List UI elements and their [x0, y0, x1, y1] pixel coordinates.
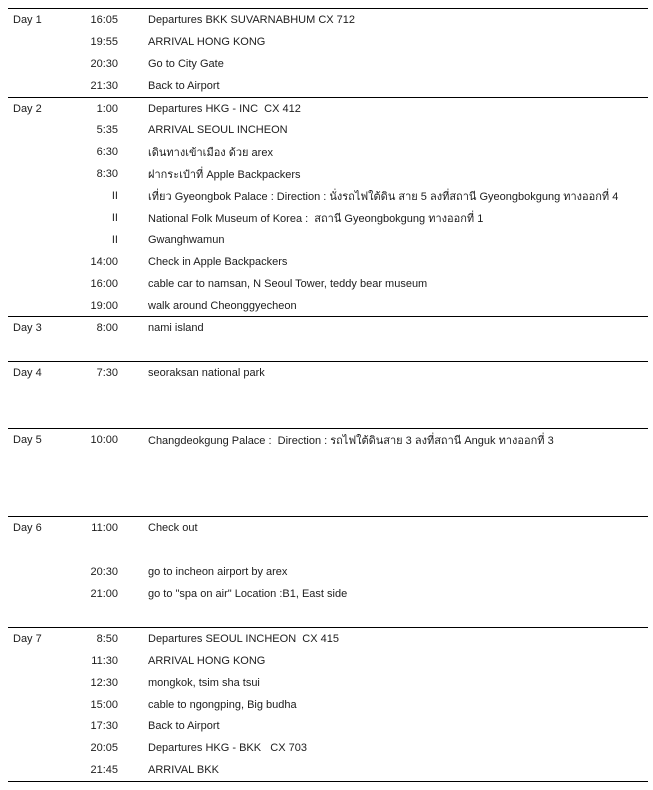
day-label: Day 1	[13, 13, 42, 26]
day-section-4	[8, 361, 648, 428]
day-section-7	[8, 627, 648, 782]
itinerary-row	[8, 473, 648, 495]
itinerary-row	[8, 362, 648, 384]
activity-cell: Check in Apple Backpackers	[148, 255, 288, 268]
time-cell: 8:30	[96, 168, 118, 181]
itinerary-row	[8, 429, 648, 451]
time-cell: 1:00	[96, 102, 118, 115]
itinerary-row	[8, 31, 648, 53]
time-cell: 17:30	[90, 720, 118, 733]
time-cell: 21:45	[90, 764, 118, 777]
itinerary-row	[8, 605, 648, 627]
itinerary-row	[8, 273, 648, 295]
time-cell: II	[111, 211, 118, 224]
time-cell: 21:00	[90, 588, 118, 601]
time-cell: 20:05	[90, 742, 118, 755]
activity-cell: National Folk Museum of Korea : สถานี Gyeongbokgung ทางออกที่ 1	[148, 212, 484, 225]
time-cell: 8:00	[96, 322, 118, 335]
day-section-3	[8, 316, 648, 361]
itinerary-row	[8, 98, 648, 120]
activity-cell: ARRIVAL SEOUL INCHEON	[148, 124, 288, 137]
time-cell: II	[111, 233, 118, 246]
day-label: Day 6	[13, 522, 42, 535]
itinerary-row	[8, 339, 648, 361]
itinerary-table	[8, 8, 648, 782]
day-label: Day 5	[13, 433, 42, 446]
time-cell: 14:00	[90, 255, 118, 268]
activity-cell: mongkok, tsim sha tsui	[148, 676, 260, 689]
activity-cell: walk around Cheonggyecheon	[148, 299, 297, 312]
itinerary-row	[8, 539, 648, 561]
time-cell: 16:05	[90, 13, 118, 26]
itinerary-row	[8, 759, 648, 781]
activity-cell: เดินทางเข้าเมือง ด้วย arex	[148, 147, 273, 160]
time-cell: 19:00	[90, 299, 118, 312]
activity-cell: ARRIVAL BKK	[148, 764, 219, 777]
time-cell: 11:00	[91, 522, 118, 535]
itinerary-row	[8, 583, 648, 605]
activity-cell: Departures SEOUL INCHEON CX 415	[148, 632, 339, 645]
itinerary-row	[8, 119, 648, 141]
itinerary-row	[8, 495, 648, 517]
day-label: Day 2	[13, 102, 42, 115]
itinerary-row	[8, 737, 648, 759]
itinerary-row	[8, 406, 648, 428]
day-label: Day 4	[13, 367, 42, 380]
time-cell: 20:30	[90, 57, 118, 70]
time-cell: 8:50	[96, 632, 118, 645]
itinerary-row	[8, 716, 648, 738]
activity-cell: Changdeokgung Palace : Direction : รถไฟใต้ดินสาย 3 ลงที่สถานี Anguk ทางออกที่ 3	[148, 434, 554, 447]
activity-cell: nami island	[148, 322, 204, 335]
day-section-6	[8, 516, 648, 626]
activity-cell: seoraksan national park	[148, 367, 265, 380]
time-cell: 7:30	[96, 367, 118, 380]
day-label: Day 3	[13, 322, 42, 335]
itinerary-row	[8, 207, 648, 229]
activity-cell: ฝากระเป๋าที่ Apple Backpackers	[148, 169, 301, 182]
time-cell: 15:00	[90, 698, 118, 711]
time-cell: 16:00	[90, 277, 118, 290]
day-section-5	[8, 428, 648, 517]
day-section-1	[8, 8, 648, 97]
itinerary-row	[8, 628, 648, 650]
activity-cell: ARRIVAL HONG KONG	[148, 654, 266, 667]
time-cell: 6:30	[96, 146, 118, 159]
day-section-2	[8, 97, 648, 317]
itinerary-row	[8, 694, 648, 716]
itinerary-row	[8, 75, 648, 97]
activity-cell: Departures BKK SUVARNABHUM CX 712	[148, 13, 356, 26]
activity-cell: Back to Airport	[148, 79, 220, 92]
activity-cell: Check out	[148, 522, 198, 535]
itinerary-row	[8, 185, 648, 207]
time-cell: 20:30	[90, 566, 118, 579]
itinerary-row	[8, 229, 648, 251]
activity-cell: go to incheon airport by arex	[148, 566, 288, 579]
activity-cell: cable car to namsan, N Seoul Tower, teddy bear museum	[148, 277, 428, 290]
time-cell: 21:30	[90, 79, 118, 92]
time-cell: 12:30	[90, 676, 118, 689]
time-cell: 5:35	[96, 124, 118, 137]
itinerary-row	[8, 9, 648, 31]
activity-cell: เที่ยว Gyeongbok Palace : Direction : นั่งรถไฟใต้ดิน สาย 5 ลงที่สถานี Gyeongbokgung ทางออกที่ 4	[148, 191, 619, 204]
activity-cell: ARRIVAL HONG KONG	[148, 35, 266, 48]
day-label: Day 7	[13, 632, 42, 645]
itinerary-row	[8, 650, 648, 672]
time-cell: II	[111, 190, 118, 203]
activity-cell: Go to City Gate	[148, 57, 224, 70]
time-cell: 19:55	[90, 35, 118, 48]
time-cell: 10:00	[90, 433, 118, 446]
activity-cell: go to "spa on air" Location :B1, East side	[148, 588, 348, 601]
itinerary-row	[8, 384, 648, 406]
activity-cell: cable to ngongping, Big budha	[148, 698, 297, 711]
itinerary-row	[8, 672, 648, 694]
activity-cell: Departures HKG - INC CX 412	[148, 102, 301, 115]
itinerary-row	[8, 517, 648, 539]
itinerary-row	[8, 295, 648, 317]
itinerary-row	[8, 251, 648, 273]
activity-cell: Back to Airport	[148, 720, 220, 733]
activity-cell: Gwanghwamun	[148, 233, 225, 246]
activity-cell: Departures HKG - BKK CX 703	[148, 742, 307, 755]
itinerary-row	[8, 561, 648, 583]
itinerary-row	[8, 451, 648, 473]
time-cell: 11:30	[91, 654, 118, 667]
itinerary-row	[8, 53, 648, 75]
itinerary-row	[8, 163, 648, 185]
itinerary-row	[8, 141, 648, 163]
itinerary-row	[8, 317, 648, 339]
